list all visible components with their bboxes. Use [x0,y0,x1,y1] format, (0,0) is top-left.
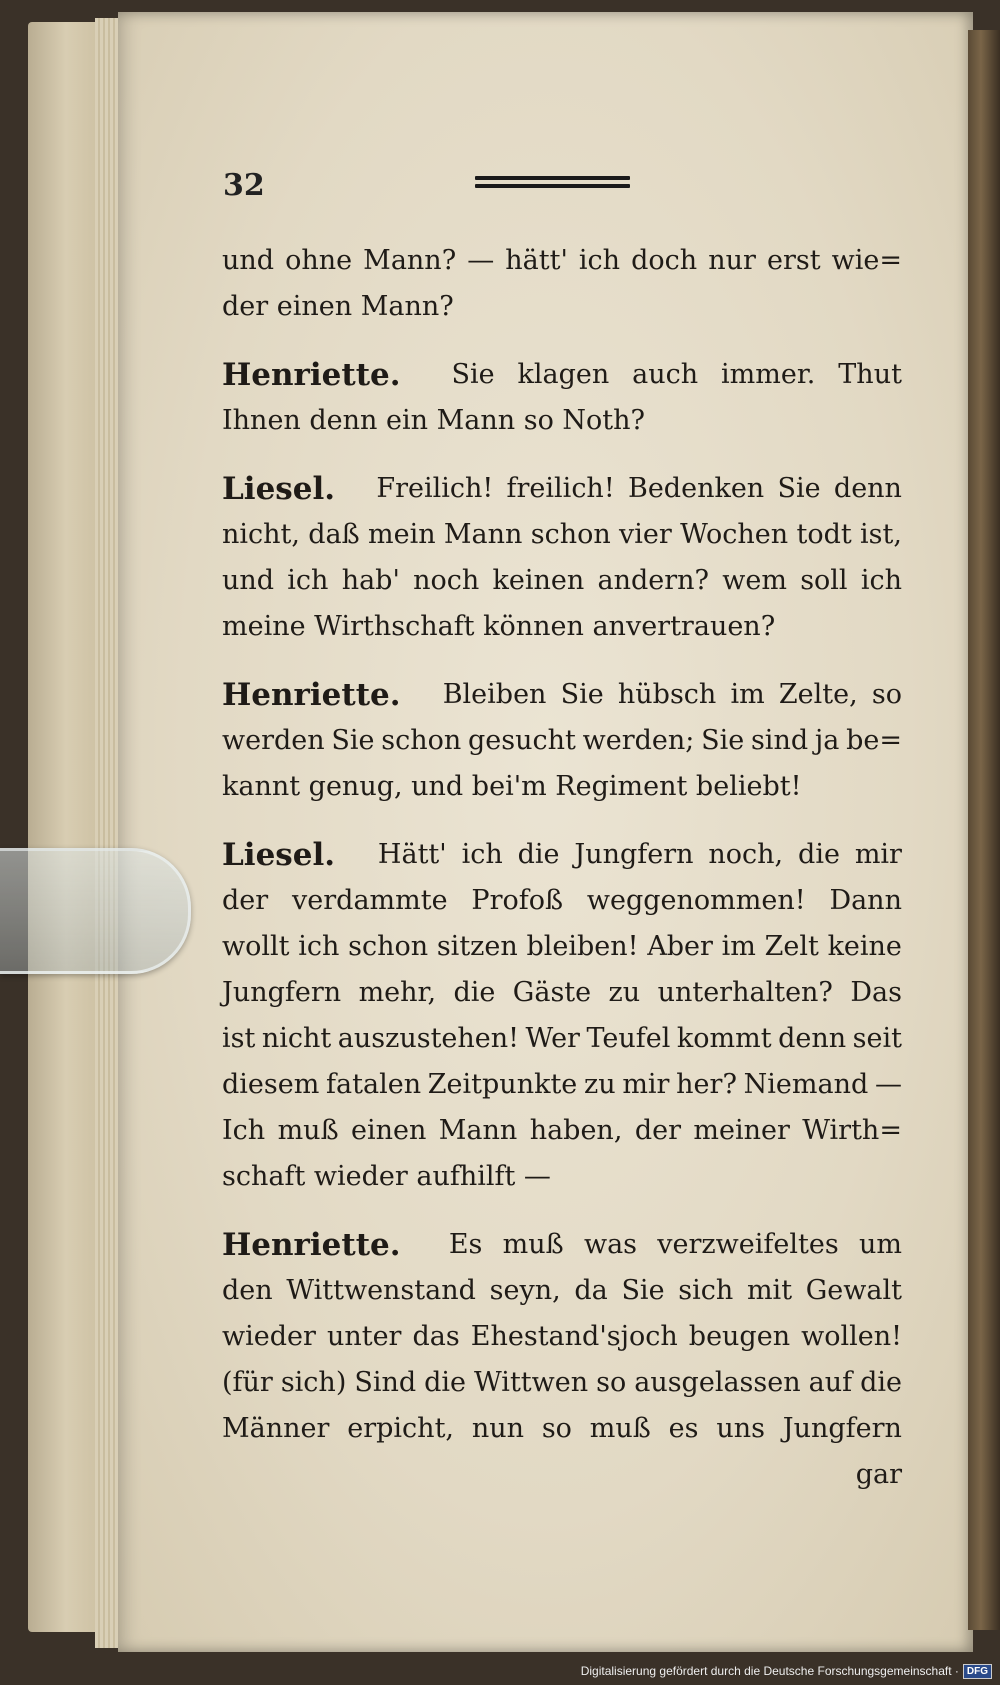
text-line [222,1062,902,1108]
word: ohne [285,245,353,276]
text-line [222,1108,902,1154]
word: fatalen [326,1069,422,1100]
word: Zelte, [778,679,858,710]
text-line [222,284,902,330]
word: klagen [517,359,610,390]
word: Wochen [680,519,789,550]
word: Gäste [512,977,592,1008]
word: auszustehen! [337,1023,520,1054]
word: die [424,1367,467,1398]
word: schon [348,931,429,962]
word: wollen! [801,1321,902,1352]
word: sind [750,725,809,756]
word: Mann? [363,245,457,276]
word: andern? [597,565,710,596]
digitization-footer [581,1661,992,1681]
word: Sie [560,679,604,710]
word: ich [860,565,902,596]
word: muß [502,1229,564,1260]
line-text: kannt genug, und bei'm Regiment beliebt! [222,771,802,802]
dfg-logo: DFG [963,1664,992,1679]
word: unter [326,1321,402,1352]
word: noch, [708,839,784,870]
word: nicht [261,1023,332,1054]
word: weggenommen! [586,885,806,916]
word: ich [298,931,340,962]
word: beugen [688,1321,791,1352]
word: werden [222,725,325,756]
word: kommt [676,1023,772,1054]
word: auch [632,359,699,390]
word: — [874,1069,902,1100]
word: seyn, [489,1275,561,1306]
word: meiner [693,1115,790,1146]
word: unterhalten? [657,977,833,1008]
footer-credit: Digitalisierung gefördert durch die Deutsche Forschungsgemeinschaft · [580,1664,959,1678]
word: Wirth= [802,1115,902,1146]
word: doch [631,245,698,276]
text-line [222,1452,902,1498]
word: so [596,1367,627,1398]
line-text: der einen Mann? [222,291,454,322]
word: Profoß [471,885,564,916]
word: muß [589,1413,651,1444]
word: gesucht [468,725,576,756]
word: ich [578,245,621,276]
word: Jungfern [222,977,342,1008]
word: die [517,839,560,870]
word: vier [619,519,672,550]
text-line [222,1154,902,1200]
word: muß [277,1115,339,1146]
text-line [222,878,902,924]
word: zu [583,1069,616,1100]
word: Wittwen [474,1367,589,1398]
page-header [223,168,903,208]
word: erpicht, [347,1413,454,1444]
line-text: Ihnen denn ein Mann so Noth? [222,405,645,436]
word: Gewalt [805,1275,902,1306]
word: be= [846,725,902,756]
word: mit [746,1275,793,1306]
word: mehr, [358,977,437,1008]
word: ich [287,565,329,596]
word: Zeitpunkte [427,1069,578,1100]
text-line [222,924,902,970]
text-line [222,512,902,558]
word: nicht, [222,519,300,550]
text-line [222,466,902,512]
page-text [222,238,902,1498]
word: Mann [438,1115,518,1146]
text-line [222,352,902,398]
word: hätt' [505,245,568,276]
word: wie= [831,245,902,276]
word: freilich! [506,473,615,504]
word: Sie [331,725,375,756]
word: mir [622,1069,670,1100]
word: — [467,245,495,276]
word: verdammte [292,885,448,916]
word: auf [808,1367,853,1398]
text-line [222,1016,902,1062]
word: mir [854,839,902,870]
word: zu [608,977,641,1008]
word: Ich [222,1115,266,1146]
word: uns [716,1413,765,1444]
word: da [574,1275,608,1306]
word: hübsch [617,679,717,710]
word: todt [796,519,852,550]
word: Zelt [764,931,819,962]
word: bleiben! [526,931,639,962]
word: werden; [582,725,695,756]
word: nur [708,245,756,276]
word: Sie [701,725,745,756]
word: ausgelassen [634,1367,801,1398]
word: Thut [838,359,902,390]
word: die [860,1367,902,1398]
text-line [222,764,902,810]
word: Ehestand'sjoch [470,1321,678,1352]
word: Männer [222,1413,330,1444]
word: Bedenken [627,473,765,504]
word: Dann [829,885,902,916]
speaker-name: Henriette. [222,677,401,713]
speaker-name: Liesel. [222,471,336,507]
word: wem [722,565,787,596]
word: hab' [341,565,400,596]
word: Sie [451,359,495,390]
header-rule [475,176,630,192]
word: Hätt' [377,839,447,870]
speaker-name: Henriette. [222,357,401,393]
book-gutter [968,30,1000,1630]
word: Freilich! [376,473,494,504]
word: was [583,1229,638,1260]
word: so [541,1413,572,1444]
word: her? [676,1069,737,1100]
text-line [222,1222,902,1268]
word: schon [530,519,611,550]
word: (für [222,1367,273,1398]
word: ist [222,1023,256,1054]
page-number: 32 [223,168,265,203]
word: sitzen [436,931,518,962]
word: haben, [529,1115,623,1146]
word: denn [778,1023,847,1054]
word: einen [351,1115,427,1146]
word: Jungfern [574,839,694,870]
text-line [222,1360,902,1406]
text-line [222,238,902,284]
line-text: schaft wieder aufhilft — [222,1161,551,1192]
word: den [222,1275,273,1306]
word: es [668,1413,699,1444]
text-line [222,970,902,1016]
word: ich [461,839,503,870]
text-line [222,672,902,718]
word: so [871,679,902,710]
word: im [721,931,756,962]
word: und [222,565,275,596]
speaker-name: Henriette. [222,1227,401,1263]
word: erst [766,245,821,276]
word: Niemand [743,1069,869,1100]
word: nun [471,1413,524,1444]
word: Sie [621,1275,665,1306]
word: die [453,977,496,1008]
word: das [412,1321,460,1352]
word: mein [367,519,436,550]
text-line [222,398,902,444]
glass-bookmark [0,848,191,974]
word: wollt [222,931,290,962]
word: Aber [647,931,713,962]
word: noch [413,565,480,596]
speaker-name: Liesel. [222,837,336,873]
word: um [858,1229,902,1260]
word: verzweifeltes [657,1229,839,1260]
word: Bleiben [442,679,547,710]
text-line [222,558,902,604]
word: Das [850,977,902,1008]
word: die [798,839,840,870]
word: immer. [721,359,816,390]
word: seit [852,1023,902,1054]
word: Mann [443,519,523,550]
word: ja [814,725,840,756]
word: Wittwenstand [286,1275,476,1306]
word: denn [833,473,902,504]
word: sich [678,1275,734,1306]
word: Es [448,1229,483,1260]
text-line [222,1268,902,1314]
word: keine [827,931,902,962]
text-line [222,718,902,764]
word: schon [381,725,462,756]
text-line [222,604,902,650]
word: keinen [492,565,585,596]
word: diesem [222,1069,320,1100]
line-text: meine Wirthschaft können anvertrauen? [222,611,776,642]
word: der [222,885,269,916]
line-text: gar [855,1459,902,1490]
text-line [222,1406,902,1452]
word: Sie [777,473,821,504]
word: Teufel [586,1023,671,1054]
word: Wer [525,1023,580,1054]
text-line [222,832,902,878]
word: Jungfern [782,1413,902,1444]
word: ist, [860,519,902,550]
word: daß [308,519,360,550]
word: Sind [354,1367,417,1398]
word: wieder [222,1321,316,1352]
word: und [222,245,275,276]
text-line [222,1314,902,1360]
word: der [634,1115,681,1146]
word: sich) [280,1367,347,1398]
word: soll [800,565,848,596]
word: im [730,679,765,710]
